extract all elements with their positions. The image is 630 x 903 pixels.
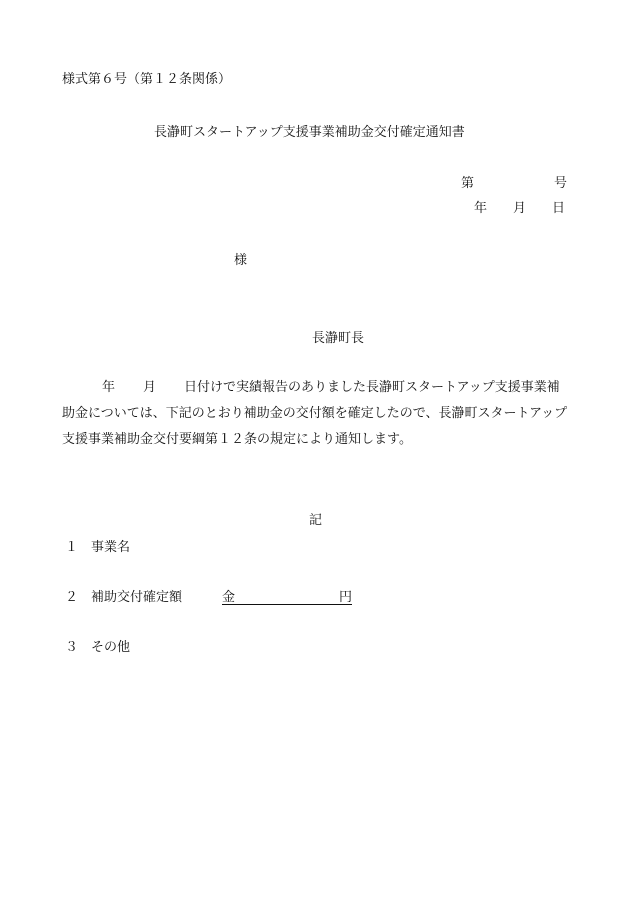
doc-number-suffix: 号: [554, 176, 568, 191]
amount-field: [222, 586, 352, 605]
date-day: 日: [552, 201, 566, 216]
doc-number-prefix: 第: [461, 176, 475, 191]
item-number: １: [65, 540, 79, 555]
body-paragraph: [62, 375, 572, 453]
amount-prefix: 金: [222, 590, 236, 605]
item-number: ２: [65, 590, 79, 605]
amount-suffix: 円: [338, 590, 352, 605]
addressee-suffix: 様: [234, 253, 248, 268]
issuer: 長瀞町長: [312, 331, 365, 346]
body-rest: 日付けで実績報告のありました長瀞町スタートアップ支援事業補助金については、下記のとおり補助金の交付額を確定したので、長瀞町スタートアップ支援事業補助金交付要綱第１２条の規定により通知します。: [62, 380, 568, 447]
item-business-name: [65, 536, 130, 555]
ki-heading: 記: [309, 513, 323, 528]
body-month: 月: [143, 380, 157, 395]
date-line: [474, 197, 565, 216]
item-label: 補助交付確定額: [91, 590, 183, 605]
body-year: 年: [102, 380, 116, 395]
item-label: 事業名: [91, 540, 131, 555]
item-label: その他: [91, 640, 131, 655]
date-year: 年: [474, 201, 488, 216]
item-number: ３: [65, 640, 79, 655]
form-id: 様式第６号（第１２条関係）: [62, 72, 232, 87]
date-month: 月: [513, 201, 527, 216]
item-confirmed-amount: [65, 586, 182, 605]
document-title: 長瀞町スタートアップ支援事業補助金交付確定通知書: [154, 125, 465, 140]
item-other: [65, 636, 130, 655]
